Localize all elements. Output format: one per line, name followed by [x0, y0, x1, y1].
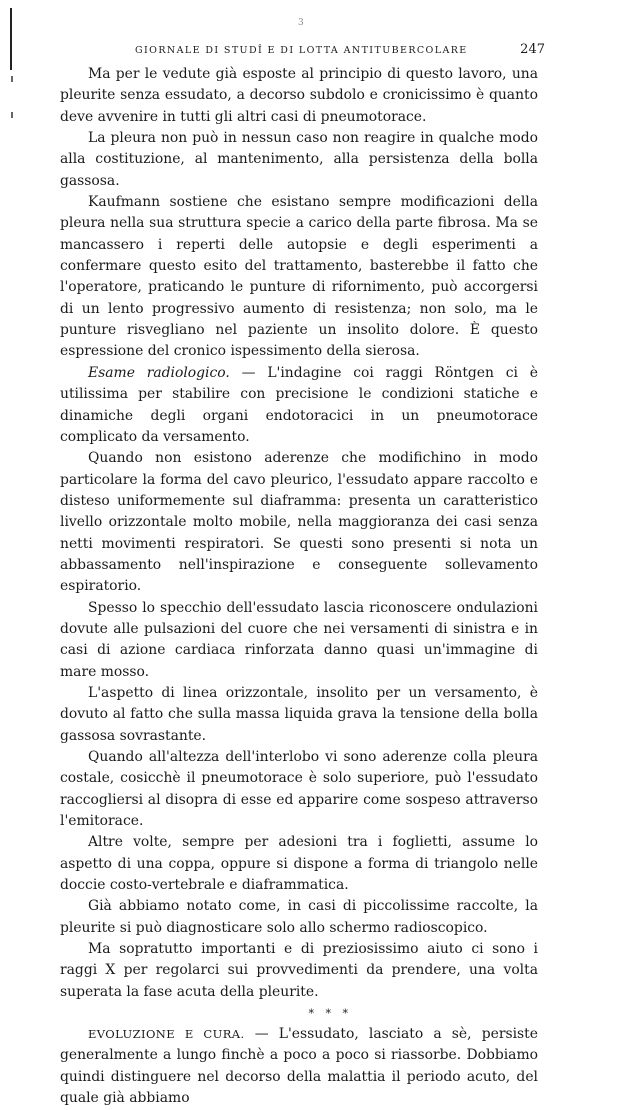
paragraph: Spesso lo specchio dell'essudato lascia riconoscere ondulazioni dovute alle pulsazioni del cuore che nei versamenti di sinistra e in casi di azione cardiaca rinforzata danno quasi un'immagine di mare mosso.: [60, 599, 538, 680]
page-header: [135, 42, 545, 58]
paragraph: Kaufmann sostiene che esistano sempre modificazioni della pleura nella sua struttura specie a carico della parte fibrosa. Ma se mancassero i reperti delle autopsie e degli esperimenti a confermare questo esito del trattamento, basterebbe il fatto che l'operatore, praticando le punture di rifornimento, può accorgersi di un lento progressivo aumento di resistenza; non solo, ma le punture risvegliano nel paziente un insolito dolore. È questo espressione del cronico ispessimento della sierosa.: [60, 194, 538, 360]
top-mark: 3: [298, 18, 304, 28]
page-number: 247: [520, 42, 545, 57]
paragraph-text: — L'essudato, lasciato a sè, persiste generalmente a lungo finchè a poco a poco si riassorbe. Dobbiamo quindi distinguere nel decorso della malattia il periodo acuto, del quale già abbiamo: [60, 1026, 538, 1107]
paragraph: Quando all'altezza dell'interlobo vi sono aderenze colla pleura costale, cosicchè il pneumotorace è solo superiore, può l'essudato raccogliersi al disopra di esse ed apparire come sospeso attraverso l'emitorace.: [60, 749, 538, 830]
paragraph-evoluzione: [60, 1024, 538, 1109]
paragraph: Ma sopratutto importanti e di preziosissimo aiuto ci sono i raggi X per regolarci sui provvedimenti da prendere, una volta superata la fase acuta della pleurite.: [60, 941, 538, 1000]
paragraph: L'aspetto di linea orizzontale, insolito per un versamento, è dovuto al fatto che sulla massa liquida grava la tensione della bolla gassosa sovrastante.: [60, 684, 538, 744]
section-lead-italic: Esame radiologico.: [88, 364, 230, 381]
paragraph: Altre volte, sempre per adesioni tra i foglietti, assume lo aspetto di una coppa, oppure si dispone a forma di triangolo nelle doccie costo-vertebrale e diaframmatica.: [60, 834, 538, 894]
paragraph: Quando non esistono aderenze che modifichino in modo particolare la forma del cavo pleurico, l'essudato appare raccolto e disteso uniformemente sul diaframma: presenta un caratteristico livello orizzontale molto mobile, nella maggioranza dei casi senza netti movimenti respiratori. Se questi sono presenti si nota un abbassamento nell'inspirazione e conseguente sollevamento espiratorio.: [60, 450, 538, 595]
paragraph: Ma per le vedute già esposte al principio di questo lavoro, una pleurite senza essudato, a decorso subdolo e cronicissimo è quanto deve avvenire in tutti gli altri casi di pneumotorace.: [60, 66, 538, 125]
binding-dot: [11, 112, 13, 118]
paragraph-radiologico: [60, 363, 538, 448]
section-lead-small-caps: EVOLUZIONE E CURA.: [88, 1027, 245, 1042]
paragraph: La pleura non può in nessun caso non reagire in qualche modo alla costituzione, al mantenimento, alla persistenza della bolla gassosa.: [60, 130, 538, 189]
section-separator: * * *: [308, 1007, 352, 1021]
paragraph: Già abbiamo notato come, in casi di piccolissime raccolte, la pleurite si può diagnosticare solo allo schermo radioscopico.: [60, 898, 538, 936]
running-head: GIORNALE DI STUDÎ E DI LOTTA ANTITUBERCOLARE: [135, 45, 468, 56]
binding-dot: [11, 76, 13, 82]
paragraph-text: — L'indagine coi raggi Röntgen ci è utilissima per stabilire con precisione le condizioni statiche e dinamiche degli organi endotoracici in un pneumotorace complicato da versamento.: [60, 364, 538, 445]
binding-edge-mark: [10, 8, 12, 70]
body-text: [60, 64, 538, 1110]
